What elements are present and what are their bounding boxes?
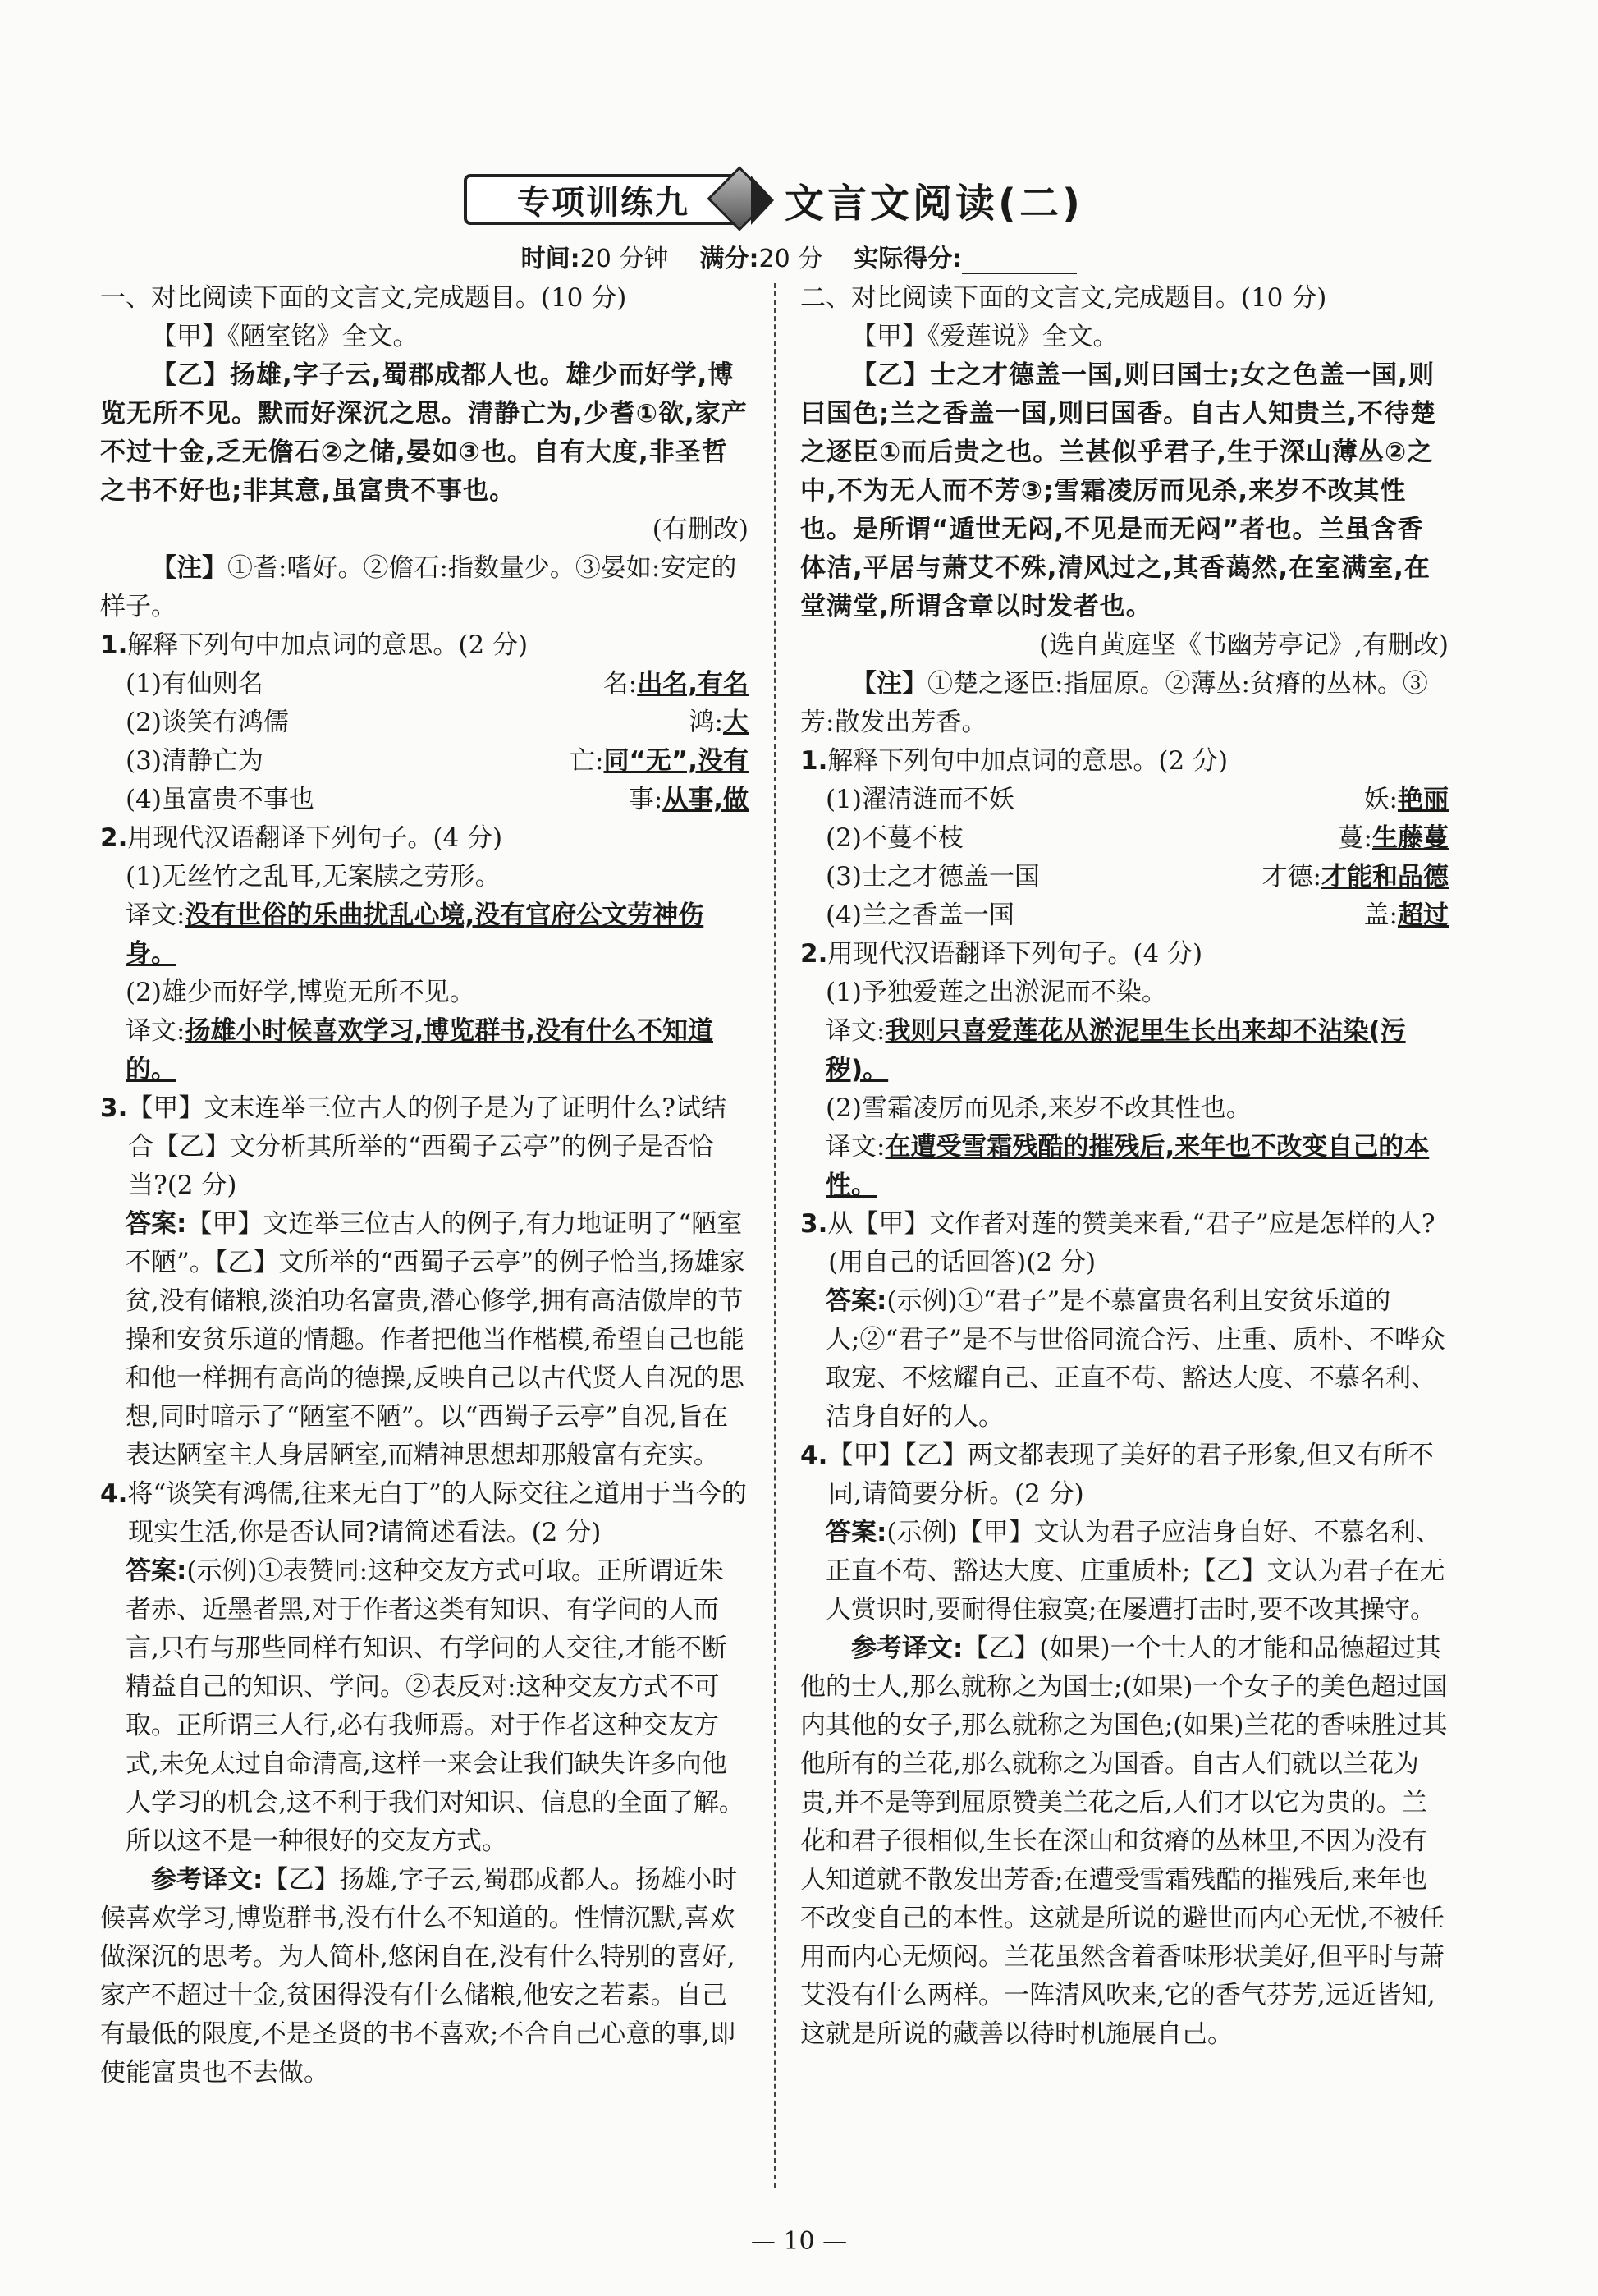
vocab-row bbox=[100, 781, 749, 819]
right-column bbox=[800, 279, 1449, 2054]
note-text: ①耆:嗜好。②儋石:指数量少。③晏如:安定的样子。 bbox=[100, 553, 737, 621]
passage-yi: 【乙】扬雄,字子云,蜀郡成都人也。雄少而好学,博览无所不见。默而好深沉之思。清静亡为,少耆①欲,家产不过十金,乏无儋石②之储,晏如③也。自有大度,非圣哲之书不好也;非其意,虽富贵不事也。 bbox=[100, 360, 748, 506]
vocab-sentence: (1)濯清涟而不妖 bbox=[826, 785, 1014, 814]
column-divider bbox=[774, 283, 776, 2188]
vocab-answer: 蔓:生藤蔓 bbox=[1338, 823, 1449, 853]
section-heading: 一、对比阅读下面的文言文,完成题目。(10 分) bbox=[100, 283, 627, 313]
question-1 bbox=[100, 626, 749, 665]
question-number: 3. bbox=[800, 1209, 828, 1239]
vocab-sentence: (2)谈笑有鸿儒 bbox=[126, 708, 289, 737]
time-label: 时间: bbox=[520, 245, 580, 273]
answer: 答案:(示例)①“君子”是不慕富贵名利且安贫乐道的人;②“君子”是不与世俗同流合污、庄重、质朴、不哗众取宠、不炫耀自己、正直不苟、豁达大度、不慕名利、洁身自好的人。 bbox=[826, 1286, 1446, 1432]
question-2 bbox=[100, 819, 749, 858]
note-label: 【注】 bbox=[851, 669, 927, 699]
vocab-answer: 亡:同“无”,没有 bbox=[570, 746, 749, 776]
actual-score-blank bbox=[962, 273, 1077, 274]
question-number: 2. bbox=[800, 939, 828, 969]
series-label-box bbox=[464, 174, 743, 225]
vocab-row bbox=[800, 858, 1449, 896]
question-4 bbox=[800, 1437, 1449, 1514]
question-text: 【甲】文末连举三位古人的例子是为了证明什么?试结合【乙】文分析其所举的“西蜀子云亭”的例子是否恰当?(2 分) bbox=[127, 1093, 726, 1200]
vocab-answer: 鸿:大 bbox=[689, 708, 749, 737]
vocab-sentence: (3)士之才德盖一国 bbox=[826, 862, 1040, 891]
question-2 bbox=[800, 935, 1449, 974]
vocab-sentence: (4)虽富贵不事也 bbox=[126, 785, 314, 814]
series-label: 专项训练九 bbox=[517, 183, 689, 222]
page-header bbox=[0, 164, 1598, 242]
translate-sentence: (2)雄少而好学,博览无所不见。 bbox=[126, 978, 475, 1007]
vocab-row bbox=[800, 781, 1449, 819]
question-4 bbox=[100, 1475, 749, 1552]
question-number: 4. bbox=[800, 1441, 828, 1470]
section-heading: 二、对比阅读下面的文言文,完成题目。(10 分) bbox=[800, 283, 1327, 313]
question-text: 解释下列句中加点词的意思。(2 分) bbox=[827, 746, 1229, 776]
question-text: 【甲】【乙】两文都表现了美好的君子形象,但又有所不同,请简要分析。(2 分) bbox=[827, 1441, 1434, 1509]
question-number: 3. bbox=[100, 1093, 128, 1123]
question-number: 1. bbox=[100, 630, 128, 660]
vocab-answer: 名:出名,有名 bbox=[602, 669, 749, 699]
answer: 答案:(示例)①表赞同:这种交友方式可取。正所谓近朱者赤、近墨者黑,对于作者这类有知识、有学问的人而言,只有与那些同样有知识、有学问的人交往,才能不断精益自己的知识、学问。②表反对:这种交友方式不可取。正所谓三人行,必有我师焉。对于作者这种交友方式,未免太过自命清高,这样一来会让我们缺失许多向他人学习的机会,这不利于我们对知识、信息的全面了解。所以这不是一种很好的交友方式。 bbox=[126, 1556, 744, 1856]
translation: 译文:扬雄小时候喜欢学习,博览群书,没有什么不知道的。 bbox=[126, 1016, 714, 1084]
note-text: ①楚之逐臣:指屈原。②薄丛:贫瘠的丛林。③芳:散发出芳香。 bbox=[800, 669, 1428, 737]
question-number: 2. bbox=[100, 823, 128, 853]
reference-translation: 参考译文:【乙】扬雄,字子云,蜀郡成都人。扬雄小时候喜欢学习,博览群书,没有什么不知道的。性情沉默,喜欢做深沉的思考。为人简朴,悠闲自在,没有什么特别的喜好,家产不超过十金,贫困得没有什么储粮,他安之若素。自己有最低的限度,不是圣贤的书不喜欢;不合自己心意的事,即使能富贵也不去做。 bbox=[100, 1865, 738, 2087]
translation: 译文:在遭受雪霜残酷的摧残后,来年也不改变自己的本性。 bbox=[826, 1132, 1430, 1200]
reference-translation: 参考译文:【乙】(如果)一个士人的才能和品德超过其他的士人,那么就称之为国士;(如果)一个女子的美色超过国内其他的女子,那么就称之为国色;(如果)兰花的香味胜过其他所有的兰花,那么就称之为国香。自古人们就以兰花为贵,并不是等到屈原赞美兰花之后,人们才以它为贵的。兰花和君子很相似,生长在深山和贫瘠的丛林里,不因为没有人知道就不散发出芳香;在遭受雪霜残酷的摧残后,来年也不改变自己的本性。这就是所说的避世而内心无忧,不被任用而内心无烦闷。兰花虽然含着香味形状美好,但平时与萧艾没有什么两样。一阵清风吹来,它的香气芬芳,远近皆知,这就是所说的藏善以待时机施展自己。 bbox=[800, 1634, 1448, 2049]
translate-sentence: (1)无丝竹之乱耳,无案牍之劳形。 bbox=[126, 862, 501, 891]
answer: 答案:(示例)【甲】文认为君子应洁身自好、不慕名利、正直不苟、豁达大度、庄重质朴;【乙】文认为君子在无人赏识时,要耐得住寂寞;在屡遭打击时,要不改其操守。 bbox=[826, 1518, 1445, 1625]
passage-note bbox=[100, 549, 749, 626]
translate-sentence: (2)雪霜凌厉而见杀,来岁不改其性也。 bbox=[826, 1093, 1252, 1123]
score-value: 20 分 bbox=[758, 245, 823, 273]
question-text: 用现代汉语翻译下列句子。(4 分) bbox=[827, 939, 1203, 969]
vocab-row bbox=[100, 742, 749, 781]
question-text: 解释下列句中加点词的意思。(2 分) bbox=[127, 630, 529, 660]
passage-note bbox=[800, 665, 1449, 742]
vocab-sentence: (1)有仙则名 bbox=[126, 669, 263, 699]
answer: 答案:【甲】文连举三位古人的例子,有力地证明了“陋室不陋”。【乙】文所举的“西蜀子云亭”的例子恰当,扬雄家贫,没有储粮,淡泊功名富贵,潜心修学,拥有高洁傲岸的节操和安贫乐道的情趣。作者把他当作楷模,希望自己也能和他一样拥有高尚的德操,反映自己以古代贤人自况的思想,同时暗示了“陋室不陋”。以“西蜀子云亭”自况,旨在表达陋室主人身居陋室,而精神思想却那般富有充实。 bbox=[126, 1209, 745, 1470]
vocab-row bbox=[800, 819, 1449, 858]
note-label: 【注】 bbox=[151, 553, 227, 583]
score-label: 满分: bbox=[699, 245, 759, 273]
question-text: 将“谈笑有鸿儒,往来无白丁”的人际交往之道用于当今的现实生活,你是否认同?请简述看法。(2 分) bbox=[127, 1479, 747, 1547]
vocab-answer: 才德:才能和品德 bbox=[1261, 862, 1449, 891]
question-number: 1. bbox=[800, 746, 828, 776]
vocab-answer: 妖:艳丽 bbox=[1363, 785, 1449, 814]
question-text: 用现代汉语翻译下列句子。(4 分) bbox=[127, 823, 503, 853]
vocab-row bbox=[100, 665, 749, 703]
page-title: 文言文阅读(二) bbox=[785, 180, 1083, 227]
question-3 bbox=[100, 1089, 749, 1205]
test-meta bbox=[0, 238, 1598, 274]
passage-jia: 【甲】《爱莲说》全文。 bbox=[851, 322, 1119, 351]
vocab-sentence: (2)不蔓不枝 bbox=[826, 823, 964, 853]
arrow-ornament-icon bbox=[751, 176, 774, 225]
vocab-answer: 事:从事,做 bbox=[628, 785, 749, 814]
page-number: — 10 — bbox=[750, 2227, 848, 2256]
vocab-row bbox=[800, 896, 1449, 935]
translation: 译文:没有世俗的乐曲扰乱心境,没有官府公文劳神伤身。 bbox=[126, 901, 704, 969]
translation: 译文:我则只喜爱莲花从淤泥里生长出来却不沾染(污秽)。 bbox=[826, 1016, 1406, 1084]
actual-score-label: 实际得分: bbox=[854, 245, 963, 273]
vocab-answer: 盖:超过 bbox=[1363, 901, 1449, 930]
passage-jia: 【甲】《陋室铭》全文。 bbox=[151, 322, 419, 351]
question-3 bbox=[800, 1205, 1449, 1282]
vocab-sentence: (4)兰之香盖一国 bbox=[826, 901, 1014, 930]
vocab-row bbox=[100, 703, 749, 742]
question-number: 4. bbox=[100, 1479, 128, 1509]
passage-source: (有删改) bbox=[652, 515, 749, 544]
translate-sentence: (1)予独爱莲之出淤泥而不染。 bbox=[826, 978, 1167, 1007]
time-value: 20 分钟 bbox=[579, 245, 669, 273]
question-text: 从【甲】文作者对莲的赞美来看,“君子”应是怎样的人?(用自己的话回答)(2 分) bbox=[827, 1209, 1435, 1277]
vocab-sentence: (3)清静亡为 bbox=[126, 746, 263, 776]
passage-yi: 【乙】士之才德盖一国,则曰国士;女之色盖一国,则曰国色;兰之香盖一国,则曰国香。自古人知贵兰,不待楚之逐臣①而后贵之也。兰甚似乎君子,生于深山薄丛②之中,不为无人而不芳③;雪霜凌厉而见杀,来岁不改其性也。是所谓“遁世无闷,不见是而无闷”者也。兰虽含香体洁,平居与萧艾不殊,清风过之,其香蔼然,在室满室,在堂满堂,所谓含章以时发者也。 bbox=[800, 360, 1436, 621]
passage-source: (选自黄庭坚《书幽芳亭记》,有删改) bbox=[1038, 630, 1449, 660]
left-column bbox=[100, 279, 749, 2092]
question-1 bbox=[800, 742, 1449, 781]
